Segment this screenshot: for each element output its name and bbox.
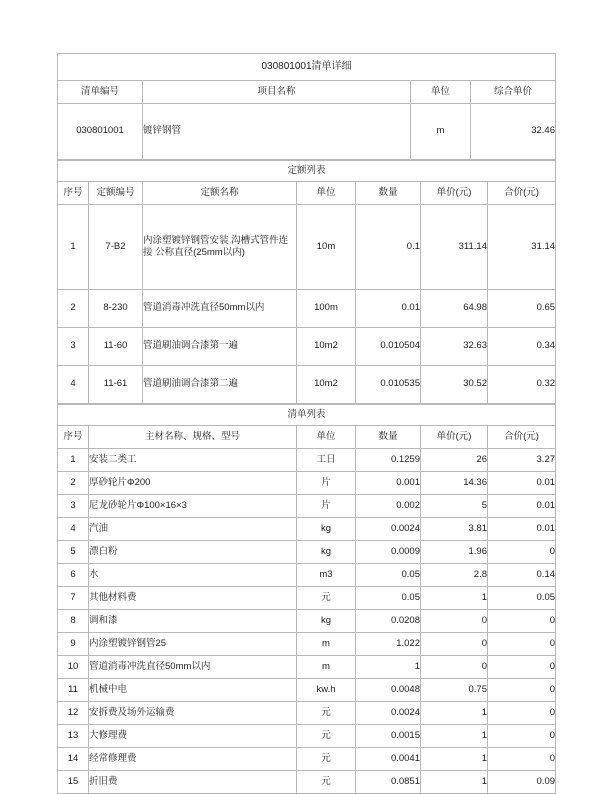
cell-material-no: 10 bbox=[58, 656, 89, 679]
cell-material-price: 1 bbox=[421, 748, 488, 771]
cell-material-total: 0.01 bbox=[488, 472, 556, 495]
cell-quota-code: 8-230 bbox=[89, 290, 143, 328]
column-header-material-price: 单价(元) bbox=[421, 426, 488, 449]
cell-material-name: 折旧费 bbox=[89, 771, 297, 794]
cell-material-name: 经常修理费 bbox=[89, 748, 297, 771]
cell-material-no: 2 bbox=[58, 472, 89, 495]
quota-section-title-row bbox=[58, 161, 556, 182]
cell-material-no: 9 bbox=[58, 633, 89, 656]
cell-material-no: 12 bbox=[58, 702, 89, 725]
cell-quota-price: 32.63 bbox=[421, 328, 488, 366]
cell-material-unit: 元 bbox=[297, 587, 356, 610]
cell-material-total: 0 bbox=[488, 656, 556, 679]
cell-material-no: 14 bbox=[58, 748, 89, 771]
cell-material-qty: 1 bbox=[356, 656, 421, 679]
cell-quota-total: 0.32 bbox=[488, 366, 556, 404]
cell-material-no: 11 bbox=[58, 679, 89, 702]
cell-material-name: 汽油 bbox=[89, 518, 297, 541]
document-title-row bbox=[58, 54, 556, 81]
table-row bbox=[58, 587, 556, 610]
column-header-quota-no: 序号 bbox=[58, 182, 89, 205]
cell-material-name: 厚砂轮片Φ200 bbox=[89, 472, 297, 495]
cell-material-unit: 工日 bbox=[297, 449, 356, 472]
cell-material-name: 大修理费 bbox=[89, 725, 297, 748]
cell-material-price: 0 bbox=[421, 610, 488, 633]
cell-material-price: 1 bbox=[421, 725, 488, 748]
cell-material-qty: 0.05 bbox=[356, 564, 421, 587]
column-header-quota-unit: 单位 bbox=[297, 182, 356, 205]
cell-material-unit: m bbox=[297, 633, 356, 656]
quota-header-row bbox=[58, 182, 556, 205]
cell-material-unit: kw.h bbox=[297, 679, 356, 702]
cell-material-name: 内涂塑镀锌钢管25 bbox=[89, 633, 297, 656]
cell-material-no: 7 bbox=[58, 587, 89, 610]
material-header-row bbox=[58, 426, 556, 449]
table-row bbox=[58, 366, 556, 404]
quota-section-title: 定额列表 bbox=[58, 161, 556, 182]
cell-quota-price: 64.98 bbox=[421, 290, 488, 328]
cell-quota-no: 2 bbox=[58, 290, 89, 328]
cell-material-qty: 0.1259 bbox=[356, 449, 421, 472]
cell-material-name: 安装二类工 bbox=[89, 449, 297, 472]
cell-material-price: 14.36 bbox=[421, 472, 488, 495]
table-row bbox=[58, 702, 556, 725]
material-section-title: 清单列表 bbox=[58, 405, 556, 426]
material-section-title-row bbox=[58, 405, 556, 426]
cell-material-price: 0.75 bbox=[421, 679, 488, 702]
cell-material-total: 0 bbox=[488, 610, 556, 633]
cell-material-name: 调和漆 bbox=[89, 610, 297, 633]
bill-detail-table bbox=[57, 53, 556, 160]
cell-comprehensive-price: 32.46 bbox=[471, 104, 556, 160]
cell-material-total: 0 bbox=[488, 541, 556, 564]
table-row bbox=[58, 564, 556, 587]
cell-material-name: 尼龙砂轮片Φ100×16×3 bbox=[89, 495, 297, 518]
cell-material-qty: 0.0009 bbox=[356, 541, 421, 564]
cell-material-qty: 0.0024 bbox=[356, 702, 421, 725]
cell-material-total: 3.27 bbox=[488, 449, 556, 472]
cell-material-price: 2.8 bbox=[421, 564, 488, 587]
table-row bbox=[58, 725, 556, 748]
table-row bbox=[58, 495, 556, 518]
table-row bbox=[58, 449, 556, 472]
cell-quota-unit: 10m2 bbox=[297, 328, 356, 366]
table-row bbox=[58, 748, 556, 771]
table-row bbox=[58, 290, 556, 328]
cell-material-total: 0 bbox=[488, 679, 556, 702]
cell-material-qty: 0.05 bbox=[356, 587, 421, 610]
cell-quota-name: 管道消毒冲洗直径50mm以内 bbox=[143, 290, 297, 328]
column-header-bill-code: 清单编号 bbox=[58, 81, 143, 104]
cell-material-total: 0.01 bbox=[488, 495, 556, 518]
cell-material-qty: 0.0048 bbox=[356, 679, 421, 702]
cell-material-price: 0 bbox=[421, 633, 488, 656]
cell-material-total: 0 bbox=[488, 748, 556, 771]
cell-material-qty: 0.0851 bbox=[356, 771, 421, 794]
cell-material-total: 0.05 bbox=[488, 587, 556, 610]
material-list-table bbox=[57, 404, 556, 794]
cell-material-price: 26 bbox=[421, 449, 488, 472]
cell-quota-unit: 100m bbox=[297, 290, 356, 328]
cell-material-name: 机械中电 bbox=[89, 679, 297, 702]
cell-material-unit: kg bbox=[297, 541, 356, 564]
cell-material-name: 其他材料费 bbox=[89, 587, 297, 610]
cell-material-total: 0 bbox=[488, 725, 556, 748]
cell-material-unit: 片 bbox=[297, 495, 356, 518]
cell-quota-total: 0.65 bbox=[488, 290, 556, 328]
column-header-quota-code: 定额编号 bbox=[89, 182, 143, 205]
cell-material-unit: 元 bbox=[297, 748, 356, 771]
cell-material-no: 1 bbox=[58, 449, 89, 472]
cell-quota-name: 管道刷油调合漆第一遍 bbox=[143, 328, 297, 366]
cell-material-total: 0 bbox=[488, 702, 556, 725]
table-row bbox=[58, 328, 556, 366]
cell-quota-qty: 0.01 bbox=[356, 290, 421, 328]
cell-quota-name: 内涂塑镀锌钢管安装 沟槽式管件连接 公称直径(25mm以内) bbox=[143, 205, 297, 290]
table-row bbox=[58, 541, 556, 564]
cell-quota-total: 0.34 bbox=[488, 328, 556, 366]
cell-material-price: 1 bbox=[421, 587, 488, 610]
cell-quota-qty: 0.1 bbox=[356, 205, 421, 290]
table-row bbox=[58, 633, 556, 656]
cell-quota-no: 4 bbox=[58, 366, 89, 404]
cell-material-unit: m3 bbox=[297, 564, 356, 587]
cell-material-qty: 0.0024 bbox=[356, 518, 421, 541]
column-header-quota-price: 单价(元) bbox=[421, 182, 488, 205]
cell-material-qty: 0.002 bbox=[356, 495, 421, 518]
table-row bbox=[58, 472, 556, 495]
cell-material-qty: 0.0015 bbox=[356, 725, 421, 748]
cell-material-no: 6 bbox=[58, 564, 89, 587]
cell-quota-qty: 0.010504 bbox=[356, 328, 421, 366]
column-header-material-total: 合价(元) bbox=[488, 426, 556, 449]
cell-material-unit: 元 bbox=[297, 702, 356, 725]
cell-material-price: 5 bbox=[421, 495, 488, 518]
cell-material-qty: 1.022 bbox=[356, 633, 421, 656]
column-header-material-qty: 数量 bbox=[356, 426, 421, 449]
cell-material-no: 4 bbox=[58, 518, 89, 541]
cell-material-price: 1.96 bbox=[421, 541, 488, 564]
cell-material-name: 管道消毒冲洗直径50mm以内 bbox=[89, 656, 297, 679]
cell-material-unit: 元 bbox=[297, 725, 356, 748]
cell-material-name: 水 bbox=[89, 564, 297, 587]
cell-material-price: 1 bbox=[421, 771, 488, 794]
quota-list-table bbox=[57, 160, 556, 404]
cell-material-price: 0 bbox=[421, 656, 488, 679]
cell-quota-no: 1 bbox=[58, 205, 89, 290]
cell-material-no: 8 bbox=[58, 610, 89, 633]
cell-material-name: 安拆费及场外运输费 bbox=[89, 702, 297, 725]
cell-quota-unit: 10m2 bbox=[297, 366, 356, 404]
column-header-unit: 单位 bbox=[411, 81, 471, 104]
cell-material-no: 15 bbox=[58, 771, 89, 794]
cell-quota-total: 31.14 bbox=[488, 205, 556, 290]
column-header-quota-name: 定额名称 bbox=[143, 182, 297, 205]
bill-header-row bbox=[58, 81, 556, 104]
cell-material-unit: m bbox=[297, 656, 356, 679]
cell-unit: m bbox=[411, 104, 471, 160]
column-header-material-no: 序号 bbox=[58, 426, 89, 449]
column-header-quota-qty: 数量 bbox=[356, 182, 421, 205]
bill-detail-page bbox=[57, 53, 555, 794]
cell-material-unit: kg bbox=[297, 610, 356, 633]
cell-material-no: 3 bbox=[58, 495, 89, 518]
column-header-comprehensive-price: 综合单价 bbox=[471, 81, 556, 104]
cell-material-unit: 元 bbox=[297, 771, 356, 794]
cell-material-no: 5 bbox=[58, 541, 89, 564]
cell-quota-price: 30.52 bbox=[421, 366, 488, 404]
cell-item-name: 镀锌钢管 bbox=[143, 104, 411, 160]
cell-quota-code: 7-B2 bbox=[89, 205, 143, 290]
cell-material-total: 0.01 bbox=[488, 518, 556, 541]
cell-quota-price: 311.14 bbox=[421, 205, 488, 290]
column-header-quota-total: 合价(元) bbox=[488, 182, 556, 205]
cell-material-qty: 0.0041 bbox=[356, 748, 421, 771]
cell-material-total: 0.14 bbox=[488, 564, 556, 587]
cell-material-no: 13 bbox=[58, 725, 89, 748]
cell-bill-code: 030801001 bbox=[58, 104, 143, 160]
cell-material-price: 3.81 bbox=[421, 518, 488, 541]
cell-quota-unit: 10m bbox=[297, 205, 356, 290]
cell-quota-qty: 0.010535 bbox=[356, 366, 421, 404]
column-header-item-name: 项目名称 bbox=[143, 81, 411, 104]
cell-quota-no: 3 bbox=[58, 328, 89, 366]
cell-material-unit: kg bbox=[297, 518, 356, 541]
bill-data-row bbox=[58, 104, 556, 160]
page-title: 030801001清单详细 bbox=[58, 54, 556, 81]
cell-quota-code: 11-61 bbox=[89, 366, 143, 404]
cell-material-qty: 0.001 bbox=[356, 472, 421, 495]
table-row bbox=[58, 679, 556, 702]
column-header-material-unit: 单位 bbox=[297, 426, 356, 449]
cell-material-name: 漂白粉 bbox=[89, 541, 297, 564]
cell-quota-code: 11-60 bbox=[89, 328, 143, 366]
cell-material-qty: 0.0208 bbox=[356, 610, 421, 633]
cell-material-total: 0 bbox=[488, 633, 556, 656]
cell-quota-name: 管道刷油调合漆第二遍 bbox=[143, 366, 297, 404]
cell-material-unit: 片 bbox=[297, 472, 356, 495]
table-row bbox=[58, 656, 556, 679]
cell-material-total: 0.09 bbox=[488, 771, 556, 794]
table-row bbox=[58, 771, 556, 794]
column-header-material-name: 主材名称、规格、型号 bbox=[89, 426, 297, 449]
table-row bbox=[58, 610, 556, 633]
cell-material-price: 1 bbox=[421, 702, 488, 725]
table-row bbox=[58, 518, 556, 541]
table-row bbox=[58, 205, 556, 290]
